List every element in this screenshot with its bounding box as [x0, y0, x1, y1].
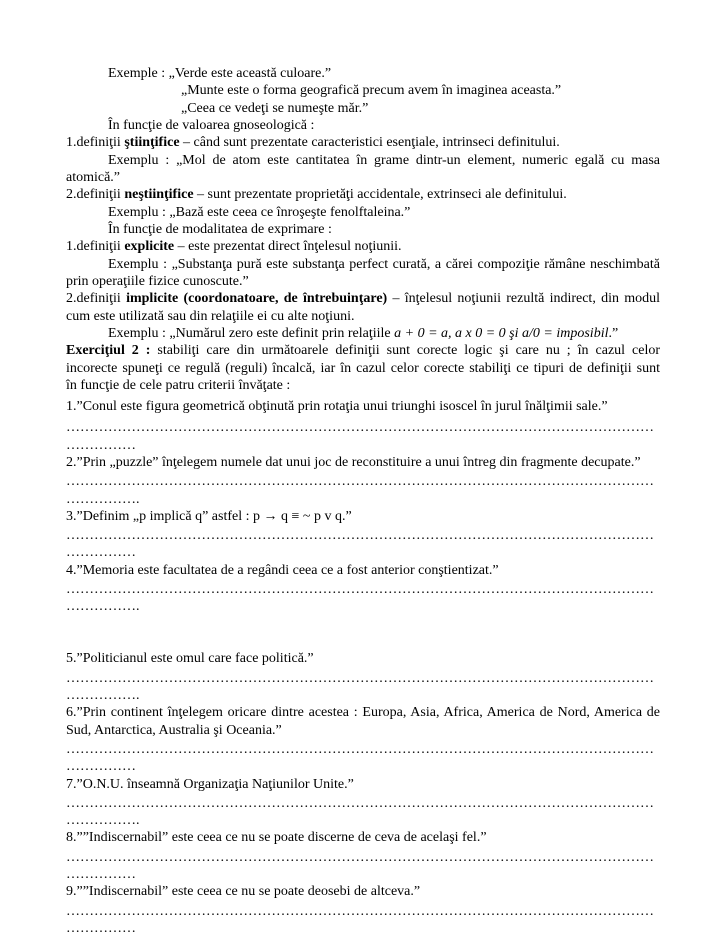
text-run: ……………	[66, 759, 136, 774]
text-line	[108, 326, 660, 342]
text-line	[66, 884, 660, 900]
text-run: – este prezentat direct înţelesul noţiunii.	[174, 239, 402, 254]
text-line	[108, 257, 660, 273]
bold-term: Exerciţiul 2 :	[66, 343, 151, 358]
answer-line	[66, 528, 660, 544]
text-line	[66, 723, 660, 739]
text-line	[66, 309, 660, 325]
text-run: ………………………………………………………………………………………………………………	[66, 671, 654, 686]
text-run: 7.”O.N.U. înseamnă Organizaţia Naţiunilor Unite.”	[66, 777, 354, 792]
text-run: 2.”Prin „puzzle” înţelegem numele dat unui joc de reconstituire a unui întreg din fragmente decupate.”	[66, 455, 641, 470]
text-run: 6.”Prin continent înţelegem oricare dintre acestea : Europa, Asia, Africa, America de Nord, America de	[66, 705, 660, 720]
text-run: ………………………………………………………………………………………………………………	[66, 850, 654, 865]
text-run: stabiliţi care din următoarele definiţii sunt corecte logic şi care nu ; în cazul celor	[150, 343, 660, 358]
answer-line	[66, 474, 660, 490]
text-run: …………….	[66, 813, 140, 828]
text-line	[66, 291, 660, 307]
text-line	[108, 153, 660, 169]
bold-term: ştiinţifice	[124, 135, 180, 150]
text-run: ………………………………………………………………………………………………………………	[66, 528, 654, 543]
text-line	[66, 170, 660, 186]
text-line	[66, 830, 660, 846]
text-run: ……………	[66, 545, 136, 560]
text-run: …………….	[66, 599, 140, 614]
answer-line	[66, 921, 660, 937]
text-run: Exemplu : „Bază este ceea ce înroşeşte fenolftaleina.”	[108, 205, 411, 220]
text-run: incorecte spuneţi ce regulă (reguli) încalcă, iar în cazul celor corecte stabiliţi ce tipuri de definiţii sunt	[66, 361, 660, 376]
answer-line	[66, 850, 660, 866]
answer-line	[66, 671, 660, 687]
text-line	[66, 705, 660, 721]
text-line	[108, 118, 660, 134]
text-run: ……………	[66, 438, 136, 453]
text-run: 3.”Definim „p implică q” astfel : p → q ≡ ~ p v q.”	[66, 509, 352, 524]
text-run: ………………………………………………………………………………………………………………	[66, 474, 654, 489]
text-run: .”	[608, 326, 619, 341]
bold-term: explicite	[124, 239, 175, 254]
text-run: „Ceea ce vedeţi se numeşte măr.”	[181, 101, 369, 116]
text-run: – sunt prezentate proprietăţi accidentale, extrinseci ale definitului.	[193, 187, 567, 202]
bold-term: neştiinţifice	[124, 187, 194, 202]
text-run: – când sunt prezentate caracteristici esenţiale, intrinseci definitului.	[179, 135, 560, 150]
text-line	[181, 83, 660, 99]
answer-line	[66, 688, 660, 704]
text-run: ……………	[66, 867, 136, 882]
text-run: Exemple : „Verde este această culoare.”	[108, 66, 332, 81]
text-run: „Munte este o forma geografică precum avem în imaginea aceasta.”	[181, 83, 562, 98]
text-run: ………………………………………………………………………………………………………………	[66, 582, 654, 597]
text-run: ……………	[66, 921, 136, 936]
text-line	[66, 361, 660, 377]
text-run: – înţelesul noţiunii rezultă indirect, din modul	[387, 291, 660, 306]
text-line	[181, 101, 660, 117]
bold-term: implicite (coordonatoare, de întrebuinţare)	[126, 291, 388, 306]
answer-line	[66, 742, 660, 758]
text-line	[66, 509, 660, 525]
text-run: atomică.”	[66, 170, 121, 185]
text-run: În funcţie de valoarea gnoseologică :	[108, 118, 315, 133]
answer-line	[66, 867, 660, 883]
answer-line	[66, 582, 660, 598]
answer-line	[66, 599, 660, 615]
text-run: în funcţie de cele patru criterii învăţate :	[66, 378, 291, 393]
text-line	[66, 378, 660, 394]
text-run: prin operaţiile fizice cunoscute.”	[66, 274, 249, 289]
answer-line	[66, 759, 660, 775]
text-run: …………….	[66, 492, 140, 507]
text-run: În funcţie de modalitatea de exprimare :	[108, 222, 332, 237]
text-line	[108, 66, 660, 82]
answer-line	[66, 545, 660, 561]
text-run: Exemplu : „Substanţa pură este substanţa perfect curată, a cărei compoziţie rămâne neschimbată	[108, 257, 660, 272]
italic-formula: a + 0 = a, a x 0 = 0 şi a/0 = imposibil	[394, 326, 609, 341]
text-line	[108, 222, 660, 238]
text-run: Exemplu : „Mol de atom este cantitatea în grame dintr-un element, numeric egală cu masa	[108, 153, 660, 168]
text-run: 9.””Indiscernabil” este ceea ce nu se poate deosebi de altceva.”	[66, 884, 421, 899]
text-line	[66, 187, 660, 203]
answer-line	[66, 438, 660, 454]
answer-line	[66, 492, 660, 508]
text-run: ………………………………………………………………………………………………………………	[66, 904, 654, 919]
text-run: 5.”Politicianul este omul care face politică.”	[66, 651, 314, 666]
text-run: 1.”Conul este figura geometrică obţinută prin rotaţia unui triunghi isoscel în jurul înălţimii sale.”	[66, 399, 608, 414]
text-line	[108, 205, 660, 221]
text-line	[66, 563, 660, 579]
text-run: 1.definiţii	[66, 239, 125, 254]
text-run: …………….	[66, 688, 140, 703]
text-run: 4.”Memoria este facultatea de a regândi ceea ce a fost anterior conştientizat.”	[66, 563, 499, 578]
text-run: cum este utilizată sau din relaţiile ei cu alte noţiuni.	[66, 309, 355, 324]
text-run: ………………………………………………………………………………………………………………	[66, 420, 654, 435]
text-line	[66, 274, 660, 290]
text-run: 8.””Indiscernabil” este ceea ce nu se poate discerne de ceva de acelaşi fel.”	[66, 830, 487, 845]
text-run: ………………………………………………………………………………………………………………	[66, 796, 654, 811]
text-run: 1.definiţii	[66, 135, 125, 150]
text-line	[66, 777, 660, 793]
text-line	[66, 135, 660, 151]
answer-line	[66, 813, 660, 829]
answer-line	[66, 904, 660, 920]
text-run: Exemplu : „Numărul zero este definit prin relaţiile	[108, 326, 395, 341]
text-run: 2.definiţii	[66, 291, 127, 306]
answer-line	[66, 420, 660, 436]
text-line	[66, 455, 660, 471]
text-run: ………………………………………………………………………………………………………………	[66, 742, 654, 757]
answer-line	[66, 796, 660, 812]
text-line	[66, 343, 660, 359]
text-line	[66, 239, 660, 255]
text-run: 2.definiţii	[66, 187, 125, 202]
text-run: Sud, Antarctica, Australia şi Oceania.”	[66, 723, 282, 738]
text-line	[66, 399, 660, 415]
text-line	[66, 651, 660, 667]
